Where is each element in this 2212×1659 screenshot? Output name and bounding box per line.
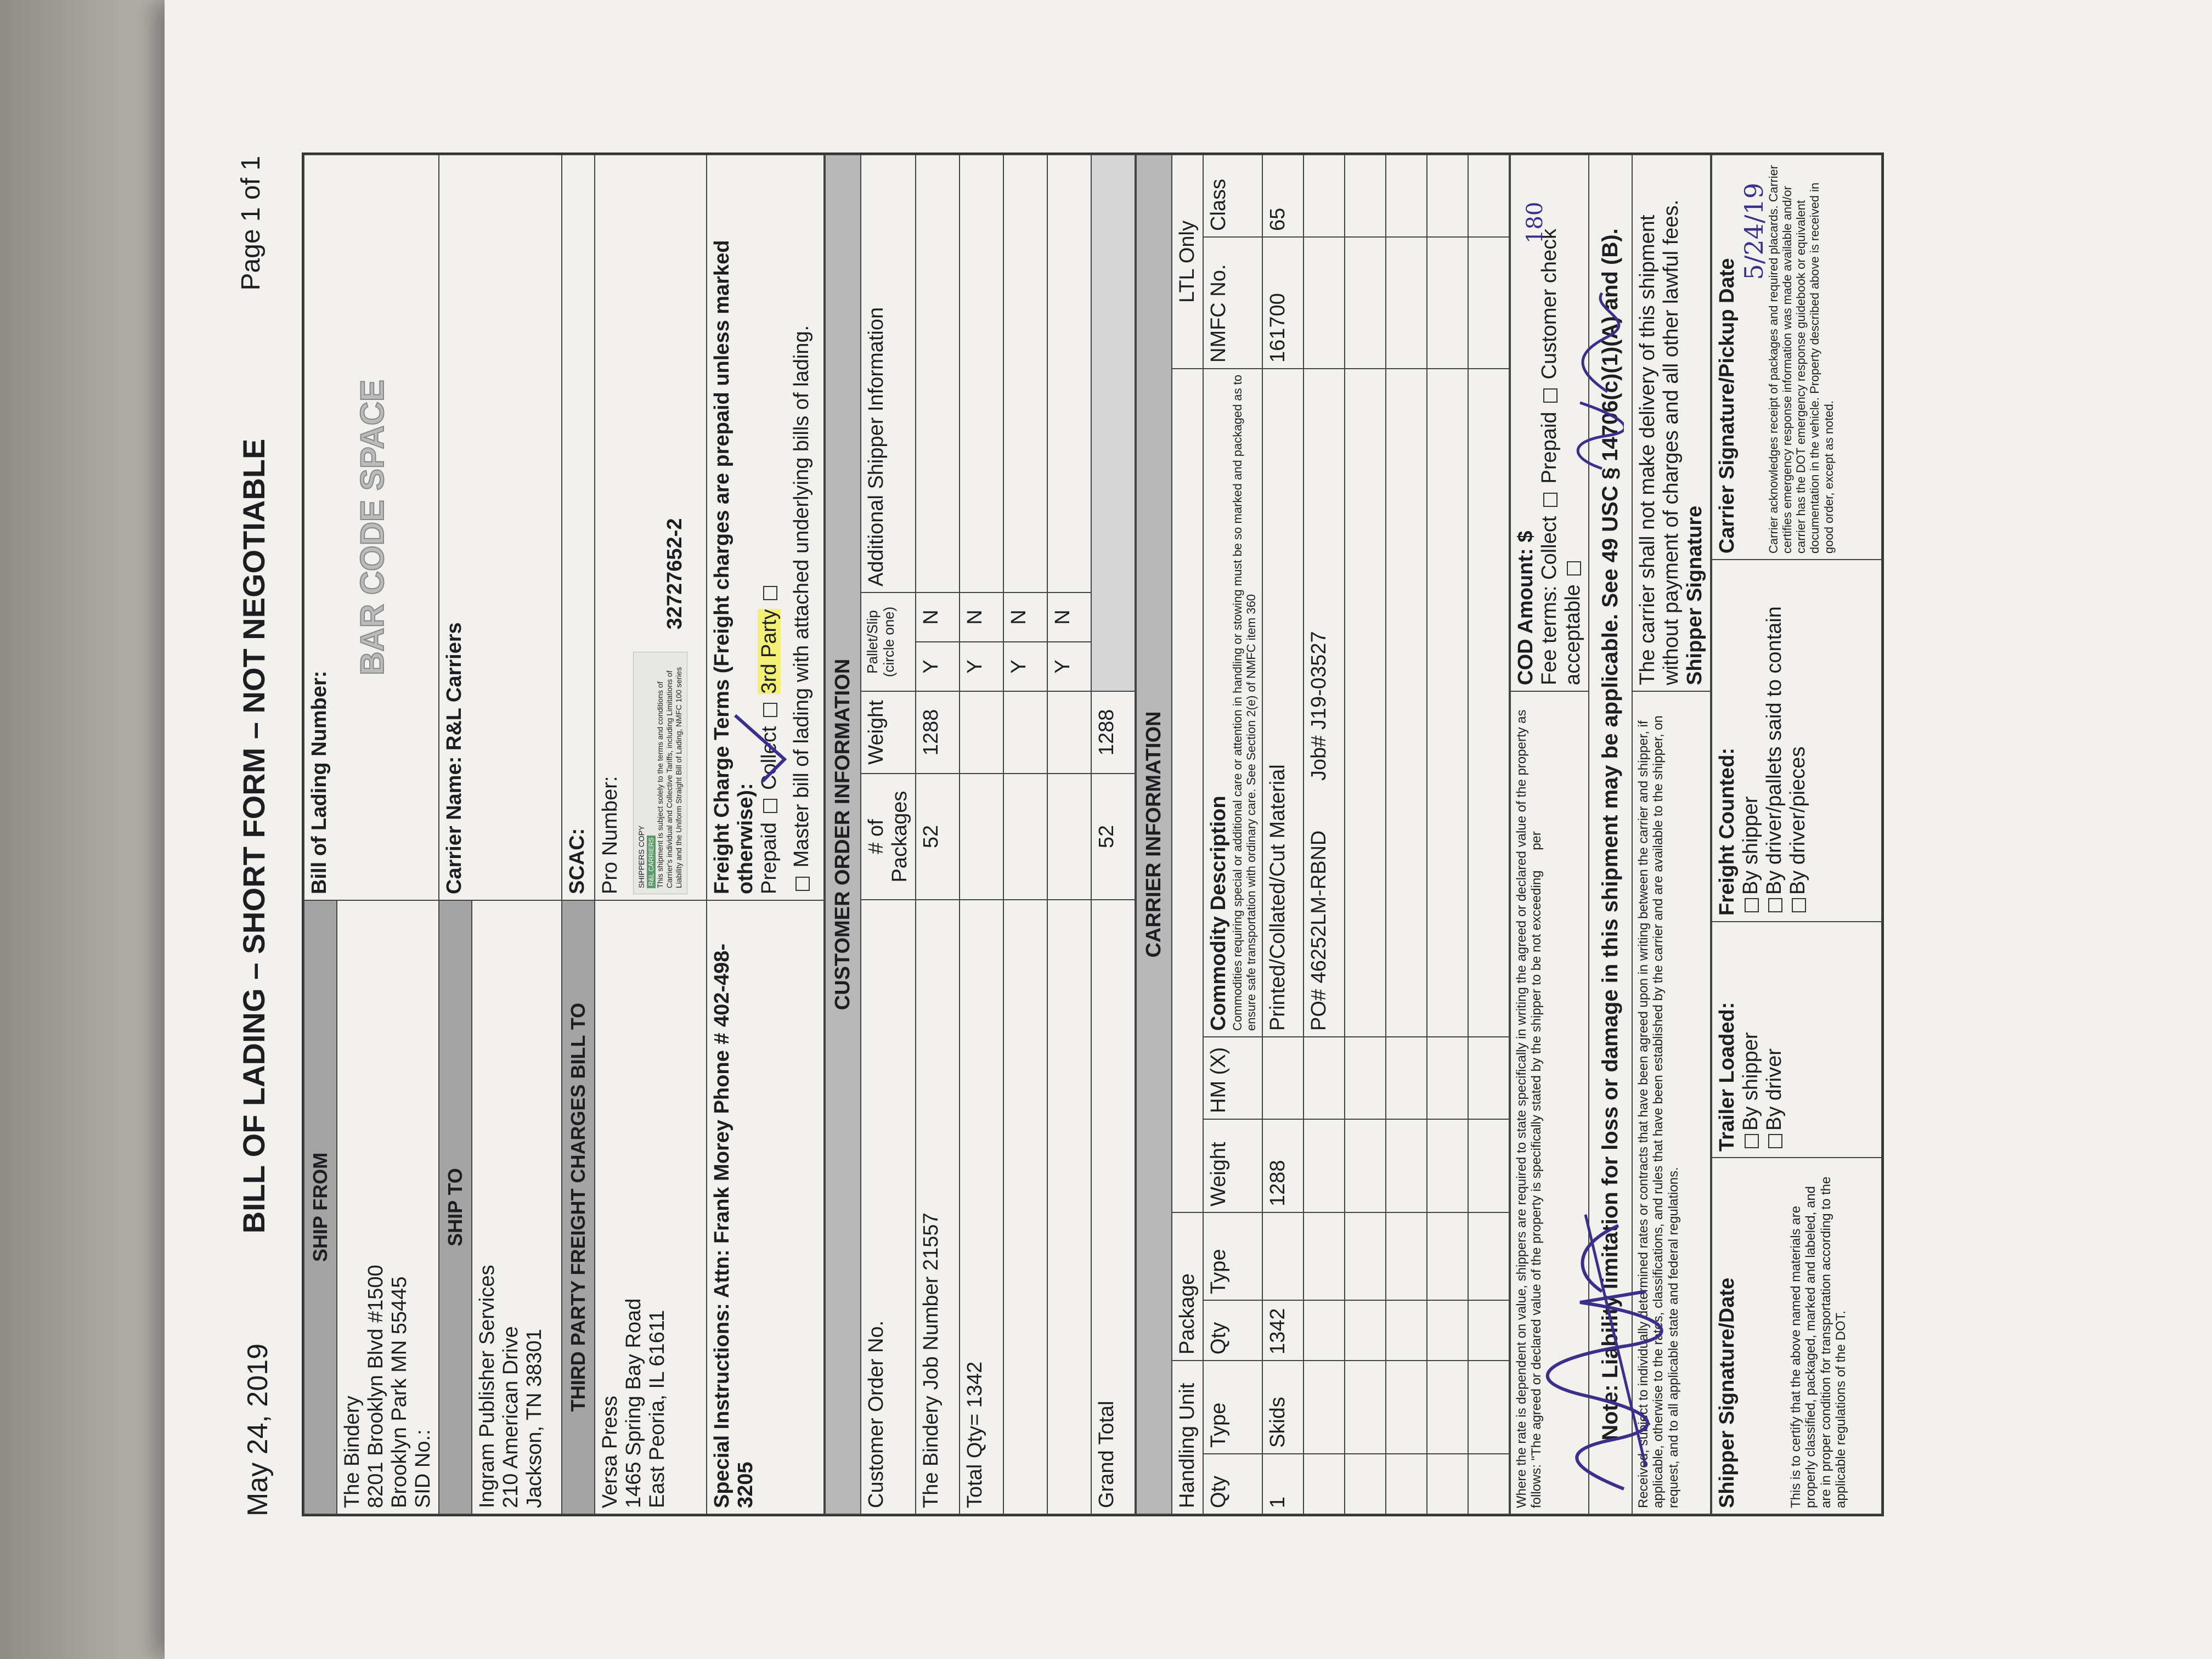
fee-collect-checkbox[interactable] [1543, 493, 1558, 507]
carrier-row-1-nmfc: 161700 [1262, 237, 1304, 369]
empty-cell [1427, 1300, 1468, 1361]
collect-label: Collect [758, 726, 781, 790]
sticker-title: SHIPPERS COPY [637, 825, 646, 888]
customer-check-checkbox[interactable] [1567, 561, 1581, 575]
ship-to-address2: Jackson, TN 38301 [523, 1329, 546, 1508]
empty-cell [1345, 1361, 1386, 1454]
carrier-row-2-cell [1304, 155, 1345, 237]
value-table [1510, 154, 1711, 1515]
col-class: Class [1203, 155, 1262, 237]
carrier-logo: R&L CARRIERS [647, 836, 656, 888]
declared-value-statement: Where the rate is dependent on value, shippers are required to state specifically in writing the agreed or declared value of the property as follows: "The agreed or declared value of the property is specifically stated by the shipper to be not exceeding [1514, 709, 1544, 1508]
fc-pallets-label: By driver/pallets said to contain [1762, 606, 1786, 895]
empty-cell [1345, 237, 1386, 369]
order-row-2-n[interactable]: N [960, 592, 1003, 642]
ship-from-address2: Brooklyn Park MN 55445 [388, 1276, 411, 1508]
order-row-2-info [960, 155, 1003, 592]
carrier-row-1-hm [1262, 1037, 1304, 1119]
prepaid-label: Prepaid [758, 822, 781, 894]
carrier-row-2-cell [1304, 1300, 1345, 1361]
empty-cell [1427, 1454, 1468, 1514]
signature-table [1711, 154, 1882, 1515]
empty-cell [1468, 155, 1509, 237]
carrier-name: Carrier Name: R&L Carriers [439, 155, 562, 900]
order-row-1-order: The Bindery Job Number 21557 [916, 900, 960, 1514]
no-delivery-text: The carrier shall not make delivery of this shipment without payment of charges and all other lawful fees. [1635, 199, 1683, 685]
third-party-label: 3rd Party [758, 609, 781, 694]
empty-cell [1427, 1212, 1468, 1300]
empty-cell [1427, 237, 1468, 369]
carrier-info-heading: CARRIER INFORMATION [1136, 155, 1172, 1514]
col-weight: Weight [1203, 1119, 1262, 1212]
col-commodity [1203, 369, 1262, 1037]
order-row-2-order: Total Qty= 1342 [960, 900, 1003, 1514]
rotated-document [165, 0, 2212, 1659]
empty-cell [1468, 237, 1509, 369]
empty-cell [1427, 1119, 1468, 1212]
fc-pieces-checkbox[interactable] [1792, 898, 1806, 912]
third-party-checkbox[interactable] [763, 586, 777, 600]
ship-to-address [472, 900, 562, 1514]
empty-cell [1386, 237, 1427, 369]
empty-cell [1468, 1300, 1509, 1361]
grand-total-weight: 1288 [1091, 691, 1135, 774]
commodity-note: Commodities requiring special or additional care or attention in handling or stowing must be so marked and packaged as to ensure safe transportation with ordinary care. See Section 2(e) of NMFC item 360 [1231, 374, 1259, 1031]
order-row-3-weight [1003, 691, 1047, 774]
freight-terms-options [758, 161, 781, 894]
empty-cell [1468, 1119, 1509, 1212]
order-row-4-packages [1047, 774, 1091, 900]
order-row-1-y[interactable]: Y [916, 642, 960, 691]
empty-cell [1427, 155, 1468, 237]
fee-prepaid-checkbox[interactable] [1543, 388, 1558, 403]
prepaid-checkbox[interactable] [763, 799, 777, 813]
address-table [303, 154, 825, 1515]
no-delivery-cell [1632, 155, 1711, 691]
order-row-3-n[interactable]: N [1003, 592, 1047, 642]
freight-counted-label: Freight Counted: [1715, 747, 1739, 916]
third-party-address1: 1465 Spring Bay Road [622, 1298, 645, 1508]
page-number: Page 1 of 1 [236, 156, 266, 291]
handling-unit-heading: Handling Unit [1172, 1361, 1203, 1514]
col-pkg-qty: Qty [1203, 1300, 1262, 1361]
master-bol-label: Master bill of lading with attached underlying bills of lading. [790, 325, 813, 868]
empty-cell [1345, 1119, 1386, 1212]
carrier-row-2-cell [1304, 1454, 1345, 1514]
bol-number-cell [304, 155, 439, 900]
order-row-3-packages [1003, 774, 1047, 900]
carrier-row-1-pkg-qty: 1342 [1262, 1300, 1304, 1361]
order-row-1-weight: 1288 [916, 691, 960, 774]
trailer-loaded-cell [1712, 922, 1882, 1158]
fc-by-shipper-label: By shipper [1739, 796, 1762, 895]
carrier-sig-label: Carrier Signature/Pickup Date [1715, 258, 1739, 554]
order-row-4-weight [1047, 691, 1091, 774]
col-pkg-type: Type [1203, 1212, 1262, 1300]
empty-cell [1386, 1119, 1427, 1212]
pro-number-label: Pro Number: [599, 776, 622, 894]
fc-by-shipper-row [1739, 566, 1763, 916]
shipper-signature-label: Shipper Signature [1683, 505, 1706, 685]
ship-to-name: Ingram Publisher Services [476, 1265, 499, 1508]
po-number: PO# 46252LM-RBND [1307, 830, 1330, 1031]
order-row-4-y[interactable]: Y [1047, 642, 1091, 691]
handwritten-pickup-date: 5/24/19 [1739, 183, 1769, 280]
empty-cell [1345, 1037, 1386, 1119]
empty-cell [1468, 1212, 1509, 1300]
carrier-row-2-cell [1304, 1119, 1345, 1212]
customer-check-label: Customer check acceptable [1537, 228, 1584, 685]
col-hm: HM (X) [1203, 1037, 1262, 1119]
freight-counted-cell [1712, 560, 1882, 922]
pro-sticker-row [633, 161, 687, 894]
empty-cell [1345, 1454, 1386, 1514]
fc-pallets-row [1763, 566, 1786, 916]
carrier-row-1-hu-qty: 1 [1262, 1454, 1304, 1514]
fee-terms-label: Fee terms: Collect [1537, 516, 1561, 685]
trailer-loaded-label: Trailer Loaded: [1715, 1002, 1739, 1152]
empty-cell [1468, 1037, 1509, 1119]
carrier-row-1-pkg-type [1262, 1212, 1304, 1300]
ltl-only-heading: LTL Only [1172, 155, 1203, 369]
carrier-row-2-cell [1304, 1212, 1345, 1300]
empty-cell [1468, 369, 1509, 1037]
order-row-1-n[interactable]: N [916, 592, 960, 642]
carrier-row-1-class: 65 [1262, 155, 1304, 237]
collect-checkbox[interactable] [763, 703, 777, 717]
empty-cell [1345, 155, 1386, 237]
trailer-by-driver-checkbox[interactable] [1768, 1134, 1782, 1148]
document-date: May 24, 2019 [242, 1343, 274, 1516]
trailer-by-driver-row [1763, 928, 1786, 1152]
package-heading: Package [1172, 1212, 1203, 1361]
col-pallet-slip: Pallet/Slip (circle one) [861, 592, 916, 691]
customer-order-table [825, 154, 1136, 1515]
document-header [176, 156, 274, 1516]
fc-pieces-row [1786, 566, 1810, 916]
carrier-row-2-cell [1304, 1037, 1345, 1119]
fee-prepaid-label: Prepaid [1537, 411, 1561, 484]
carrier-row-2-cell [1304, 237, 1345, 369]
col-nmfc: NMFC No. [1203, 237, 1262, 369]
declared-value-per: per [1529, 831, 1544, 850]
carrier-sig-cell [1712, 155, 1882, 560]
trailer-by-shipper-row [1739, 928, 1763, 1152]
empty-cell [1386, 1361, 1427, 1454]
third-party-address2: East Peoria, IL 61611 [646, 1310, 669, 1508]
order-row-4-n[interactable]: N [1047, 592, 1091, 642]
ship-from-address [337, 900, 439, 1514]
trailer-by-shipper-checkbox[interactable] [1745, 1134, 1759, 1148]
col-hu-type: Type [1203, 1361, 1262, 1454]
empty-cell [1345, 369, 1386, 1037]
col-weight: Weight [861, 691, 916, 774]
shipper-signature-space [1739, 1164, 1788, 1508]
job-number: Job# J19-03527 [1307, 631, 1330, 781]
cod-cell [1510, 155, 1589, 691]
sticker-text: This shipment is subject solely to the terms and conditions of Carrier's individual and Collective Tariffs, including Limitations of Liability and the Uniform Straight Bill of Lading, NMFC 100 series [656, 667, 683, 888]
col-additional-info: Additional Shipper Information [861, 155, 916, 592]
order-row-2-packages [960, 774, 1003, 900]
pro-number-value: 32727652-2 [663, 518, 686, 630]
bol-number-label: Bill of Lading Number: [308, 670, 331, 894]
order-row-3-info [1003, 155, 1047, 592]
ship-to-address1: 210 American Drive [499, 1326, 522, 1508]
fc-pieces-label: By driver/pieces [1786, 746, 1809, 895]
received-text: Received, subject to individually determined rates or contracts that have been agreed upon in writing between the carrier and shipper, if applicable, otherwise to the rates, classifications, and rules that have been established by the carrier and are available to the shipper, on request, and to all applicable state and federal regulations. [1632, 691, 1711, 1514]
empty-cell [1427, 369, 1468, 1037]
blank-heading [1172, 369, 1203, 1212]
ship-from-address1: 8201 Brooklyn Blvd #1500 [364, 1265, 387, 1508]
sid-label: SID No.: [411, 1429, 435, 1508]
third-party-heading: THIRD PARTY FREIGHT CHARGES BILL TO [562, 900, 595, 1514]
order-row-3-order [1003, 900, 1047, 1514]
ship-from-name: The Bindery [341, 1396, 364, 1508]
empty-cell [1468, 1454, 1509, 1514]
carrier-row-1-desc: Printed/Collated/Cut Material [1262, 369, 1304, 1037]
declared-value-text [1510, 691, 1589, 1514]
third-party-name: Versa Press [599, 1396, 622, 1508]
carrier-row-2-desc [1304, 369, 1345, 1037]
carrier-row-1-hu-type: Skids [1262, 1361, 1304, 1454]
empty-cell [1345, 1212, 1386, 1300]
grand-total-filler [1091, 155, 1135, 691]
pro-number-cell [595, 155, 707, 900]
empty-cell [1386, 369, 1427, 1037]
customer-order-heading: CUSTOMER ORDER INFORMATION [825, 155, 861, 1514]
ship-from-heading: SHIP FROM [304, 900, 337, 1514]
empty-cell [1468, 1361, 1509, 1454]
empty-cell [1386, 1212, 1427, 1300]
empty-cell [1427, 1037, 1468, 1119]
shipper-sig-date-label: Shipper Signature/Date [1715, 1277, 1739, 1508]
ship-to-heading: SHIP TO [439, 900, 472, 1514]
trailer-by-shipper-label: By shipper [1739, 1032, 1762, 1131]
grand-total-label: Grand Total [1091, 900, 1135, 1514]
fc-pallets-checkbox[interactable] [1768, 898, 1782, 912]
freight-terms-heading: Freight Charge Terms (Freight charges are prepaid unless marked otherwise): [710, 240, 757, 894]
empty-cell [1427, 1361, 1468, 1454]
order-row-4-order [1047, 900, 1091, 1514]
order-row-3-y[interactable]: Y [1003, 642, 1047, 691]
carrier-row-1-weight: 1288 [1262, 1119, 1304, 1212]
special-instructions: Special Instructions: Attn: Frank Morey Phone # 402-498-3205 [707, 900, 824, 1514]
shipper-sig-cell [1712, 1158, 1882, 1514]
empty-cell [1345, 1300, 1386, 1361]
third-party-address [595, 900, 707, 1514]
liability-note: Note: Liability limitation for loss or damage in this shipment may be applicable. See 49 USC § 14706(c)(1)(A) and (B). [1589, 155, 1632, 1514]
handwritten-count: 180 [1522, 201, 1548, 244]
grand-total-packages: 52 [1091, 774, 1135, 900]
col-hu-qty: Qty [1203, 1454, 1262, 1514]
shipper-certification: This is to certify that the above named materials are properly classified, packaged, marked and labeled, and are in proper condition for transportation according to the applicable regulations of the DOT. [1788, 1176, 1849, 1508]
order-row-2-y[interactable]: Y [960, 642, 1003, 691]
order-row-1-packages: 52 [916, 774, 960, 900]
master-bol-row [790, 161, 814, 894]
order-row-2-weight [960, 691, 1003, 774]
empty-cell [1386, 155, 1427, 237]
order-row-4-info [1047, 155, 1091, 592]
order-row-1-info [916, 155, 960, 592]
fee-terms-row [1538, 161, 1585, 685]
empty-cell [1386, 1454, 1427, 1514]
cod-amount: COD Amount: $ [1514, 531, 1537, 685]
empty-cell [1386, 1037, 1427, 1119]
empty-cell [1386, 1300, 1427, 1361]
carrier-info-table [1136, 154, 1510, 1515]
commodity-heading: Commodity Description [1207, 795, 1230, 1031]
bol-form [302, 153, 1884, 1516]
carrier-row-2-cell [1304, 1361, 1345, 1454]
carrier-acknowledgement: Carrier acknowledges receipt of packages and required placards. Carrier certifies emergency response information was made available and/or carrier has the DOT emergency response guidebook or equivalent documentation in the vehicle. Property described above is received in good order, except as noted. [1766, 165, 1836, 554]
fc-by-shipper-checkbox[interactable] [1745, 898, 1759, 912]
scac-label: SCAC: [562, 155, 595, 900]
carrier-sticker [633, 652, 687, 894]
trailer-by-driver-label: By driver [1762, 1048, 1786, 1131]
col-packages: # of Packages [861, 774, 916, 900]
col-customer-order: Customer Order No. [861, 900, 916, 1514]
barcode-space: BAR CODE SPACE [354, 380, 391, 675]
freight-terms-cell [707, 155, 824, 900]
document-title: BILL OF LADING – SHORT FORM – NOT NEGOTIABLE [236, 438, 271, 1234]
master-bol-checkbox[interactable] [795, 877, 810, 891]
